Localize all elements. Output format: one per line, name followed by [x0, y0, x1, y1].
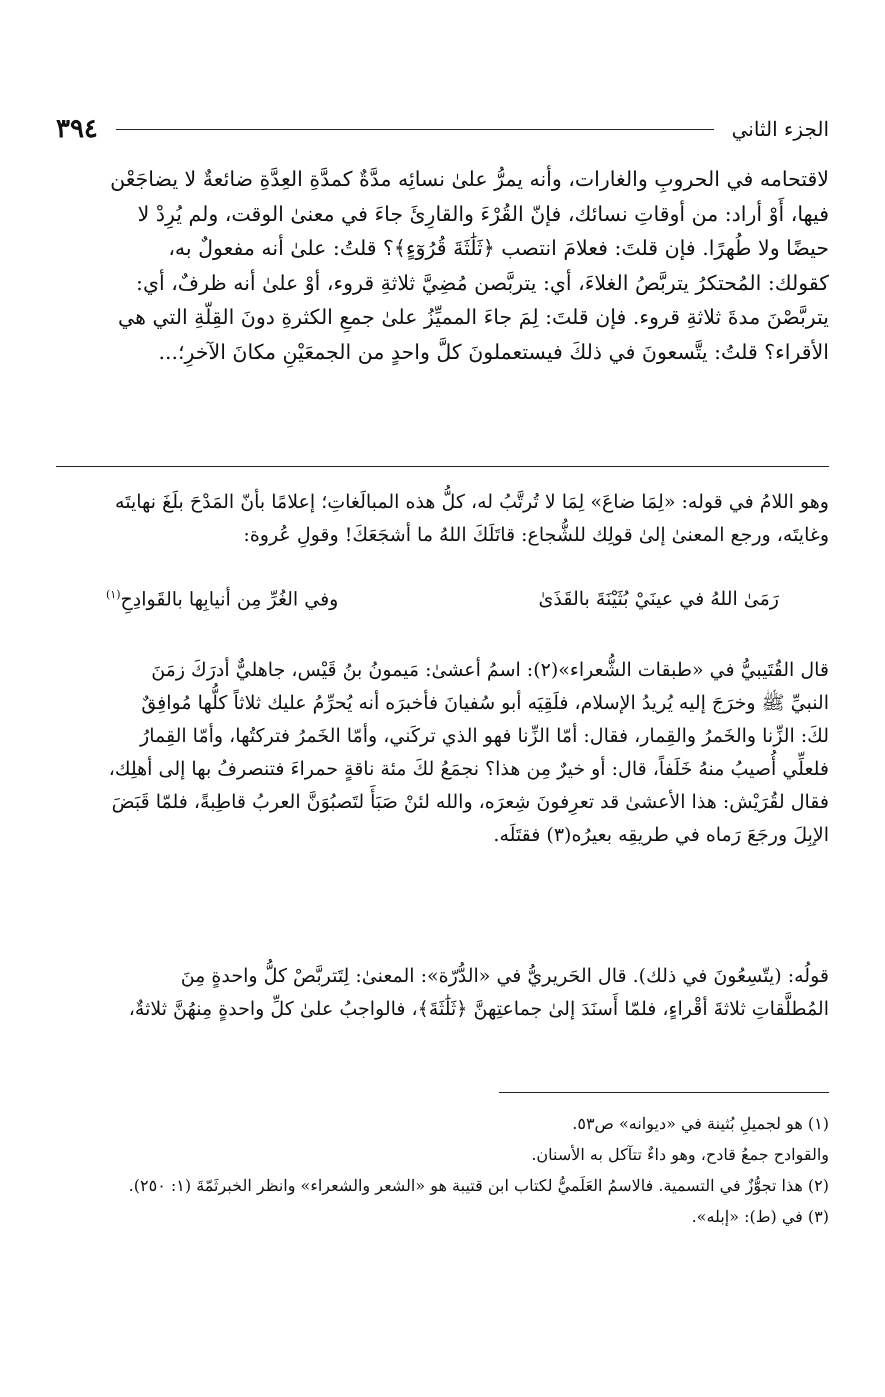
main-line: حيضًا ولا طُهرًا. فإن قلتَ: فعلامَ انتصب ﴿ثَلَٰثَةَ قُرُوٓءٍ﴾؟ قلتُ: علىٰ أنه مفعولٌ به، [168, 236, 829, 261]
footnote: (١) هو لجميلِ بُثينة في «ديوانه» ص٥٣. [572, 1114, 829, 1133]
page-number: ٣٩٤ [56, 114, 98, 144]
commentary-line: فقال لقُرَيْش: هذا الأعشىٰ قد تعرِفونَ شِعرَه، والله لئنْ صَبَأَ لتَصبُوَنَّ العربُ قاطِبةً، فلمّا قَبَضَ [111, 791, 829, 813]
main-text [56, 162, 829, 370]
footnote: والقوادح جمعُ قادح، وهو داءٌ تتآكل به الأسنان. [531, 1145, 829, 1164]
section-divider [56, 466, 829, 467]
commentary-paragraph-2 [56, 654, 829, 852]
main-line: كقولك: المُحتكرُ يتربَّصُ الغلاءَ، أي: يتربَّصن مُضِيَّ ثلاثةِ قروء، أوْ علىٰ أنه ظرفٌ، أي: [136, 270, 829, 295]
page-header [56, 108, 829, 150]
commentary-paragraph-1 [56, 486, 829, 552]
commentary-line: فلعلِّي أُصيبُ منهُ خَلَفاً، قال: أو خيرٌ مِن هذا؟ نجمَعُ لكَ مئة ناقةٍ حمراءَ فتنصرفُ بها إلى أهلِك، [108, 758, 829, 780]
running-title: الجزء الثاني [731, 117, 829, 141]
commentary-line: الإبِلَ ورجَعَ رَماه في طريقِه بعيرُه(٣) فقتَلَه. [493, 824, 829, 846]
verse-first-hemistich: رَمَىٰ اللهُ في عينَيْ بُثَيْنَةَ بالقَذَىٰ [538, 588, 779, 610]
main-line: الأقراء؟ قلتُ: يتَّسعونَ في ذلكَ فيستعملونَ كلَّ واحدٍ من الجمعَيْنِ مكانَ الآخرِ؛... [158, 339, 829, 364]
commentary-line: لكَ: الزِّنا والخَمرُ والقِمار، فقال: أمّا الزِّنا فهو الذي تركَني، وأمّا الخَمرُ فتركتُها، وأمّا القِمارُ [140, 725, 829, 747]
verse-second-hemistich [106, 588, 338, 624]
footnote: (٣) في (ط): «إبله». [691, 1207, 829, 1226]
commentary-line: وهو اللامُ في قوله: «لِمَا ضاعَ» لِمَا لا تُرتَّبُ له، كلُّ هذه المبالَغاتِ؛ إعلامًا بأنّ المَدْحَ بلَغَ نهايتَه [115, 491, 829, 513]
commentary-line: قولُه: (يتّسِعُونَ في ذلك). قال الحَريريُّ في «الدُّرّة»: المعنىٰ: لِتَتربَّصْ كلُّ واحدةٍ مِنَ [180, 965, 829, 987]
header-rule [116, 129, 714, 130]
main-line: فيها، أَوْ أراد: من أوقاتِ نسائك، فإنّ القُرْءَ والقارِئَ جاءَ في معنىٰ الوقت، ولم يُرِدْ لا [137, 201, 829, 226]
commentary-line: قال القُتَيبيُّ في «طبقات الشُّعراء»(٢): اسمُ أعشىٰ: مَيمونُ بنُ قَيْس، جاهليٌّ أدرَكَ زمَنَ [151, 659, 829, 681]
footnote-rule [499, 1092, 829, 1093]
commentary-line: وغايتَه، ورجع المعنىٰ إلىٰ قولِك للشُّجاع: قاتَلَكَ اللهُ ما أشجَعَكَ! وقولِ عُروة: [243, 524, 829, 546]
footnote-mark: (١) [106, 588, 121, 601]
commentary-paragraph-3 [56, 960, 829, 1026]
main-line: لاقتحامه في الحروبِ والغارات، وأنه يمرُّ علىٰ نسائِه مدَّةٌ كمدَّةِ العِدَّةِ ضائعةٌ لا يضاجَعْن [110, 167, 829, 191]
commentary-line: المُطلَّقاتِ ثلاثةَ أقْراءٍ، فلمّا أَسنَدَ إلىٰ جماعتِهنَّ ﴿ثَلَٰثَةَ﴾، فالواجبُ علىٰ كلِّ واحدةٍ مِنهُنَّ ثلاثةٌ، [128, 998, 829, 1020]
footnote: (٢) هذا تجوُّزٌ في التسمية. فالاسمُ العَلَميُّ لكتاب ابن قتيبة هو «الشعر والشعراء» وانظر الخبرثَمّةَ (١: ٢٥٠). [128, 1176, 829, 1195]
poetry-verse [56, 588, 829, 624]
footnotes [56, 1108, 829, 1232]
commentary-line: النبيِّ ﷺ وخرَجَ إليه يُريدُ الإسلام، فلَقِيَه أبو سُفيانَ فأخبرَه أنه يُحرِّمُ عليك ثلاثاً كلُّها مُوافِقٌ [141, 692, 829, 714]
main-line: يتربَّصْنَ مدةَ ثلاثةِ قروء. فإن قلتَ: لِمَ جاءَ المميِّزُ علىٰ جمعِ الكثرةِ دونَ القِلّةِ التي هي [118, 305, 829, 330]
verse-second-text: وفي الغُرِّ مِن أنيابِها بالقَوادِحِ [120, 588, 339, 611]
